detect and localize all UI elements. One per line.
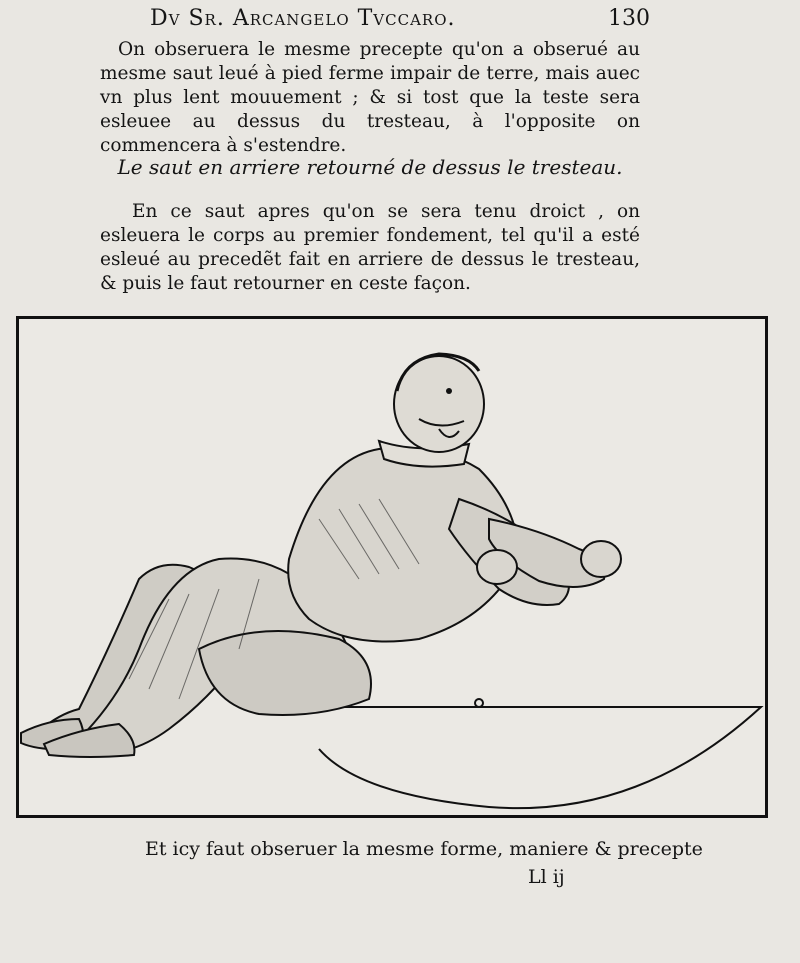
paragraph-2: En ce saut apres qu'on se sera tenu droict , on esleuera le corps au premier fondement, tel qu'il a esté esleué au precedẽt fait en arriere de dessus le tresteau, & puis le faut retourner en ceste façon. xyxy=(100,201,640,294)
woodcut-illustration xyxy=(16,316,768,818)
paragraph-1: On obseruera le mesme precepte qu'on a obserué au mesme saut leué à pied ferme impair de terre, mais auec vn plus lent mouuement ; & si tost que la teste sera esleuee au dessus du tresteau, à l'opposite on commencera à s'estendre. xyxy=(100,39,640,156)
pivot-point xyxy=(475,699,483,707)
tumbler-figure-drawing xyxy=(19,319,765,815)
page-header xyxy=(150,6,650,34)
signature-mark: Ll ij xyxy=(528,866,565,888)
right-fist xyxy=(581,541,621,577)
running-title: Dv Sr. Arcangelo Tvccaro. xyxy=(150,6,456,31)
section-heading: Le saut en arriere retourné de dessus le tresteau. xyxy=(117,155,623,179)
seat xyxy=(199,631,371,715)
eye xyxy=(446,388,452,394)
trestle-arc xyxy=(319,707,761,808)
page-number: 130 xyxy=(608,6,650,31)
left-fist xyxy=(477,550,517,584)
caption-line: Et icy faut obseruer la mesme forme, maniere & precepte xyxy=(145,838,703,860)
